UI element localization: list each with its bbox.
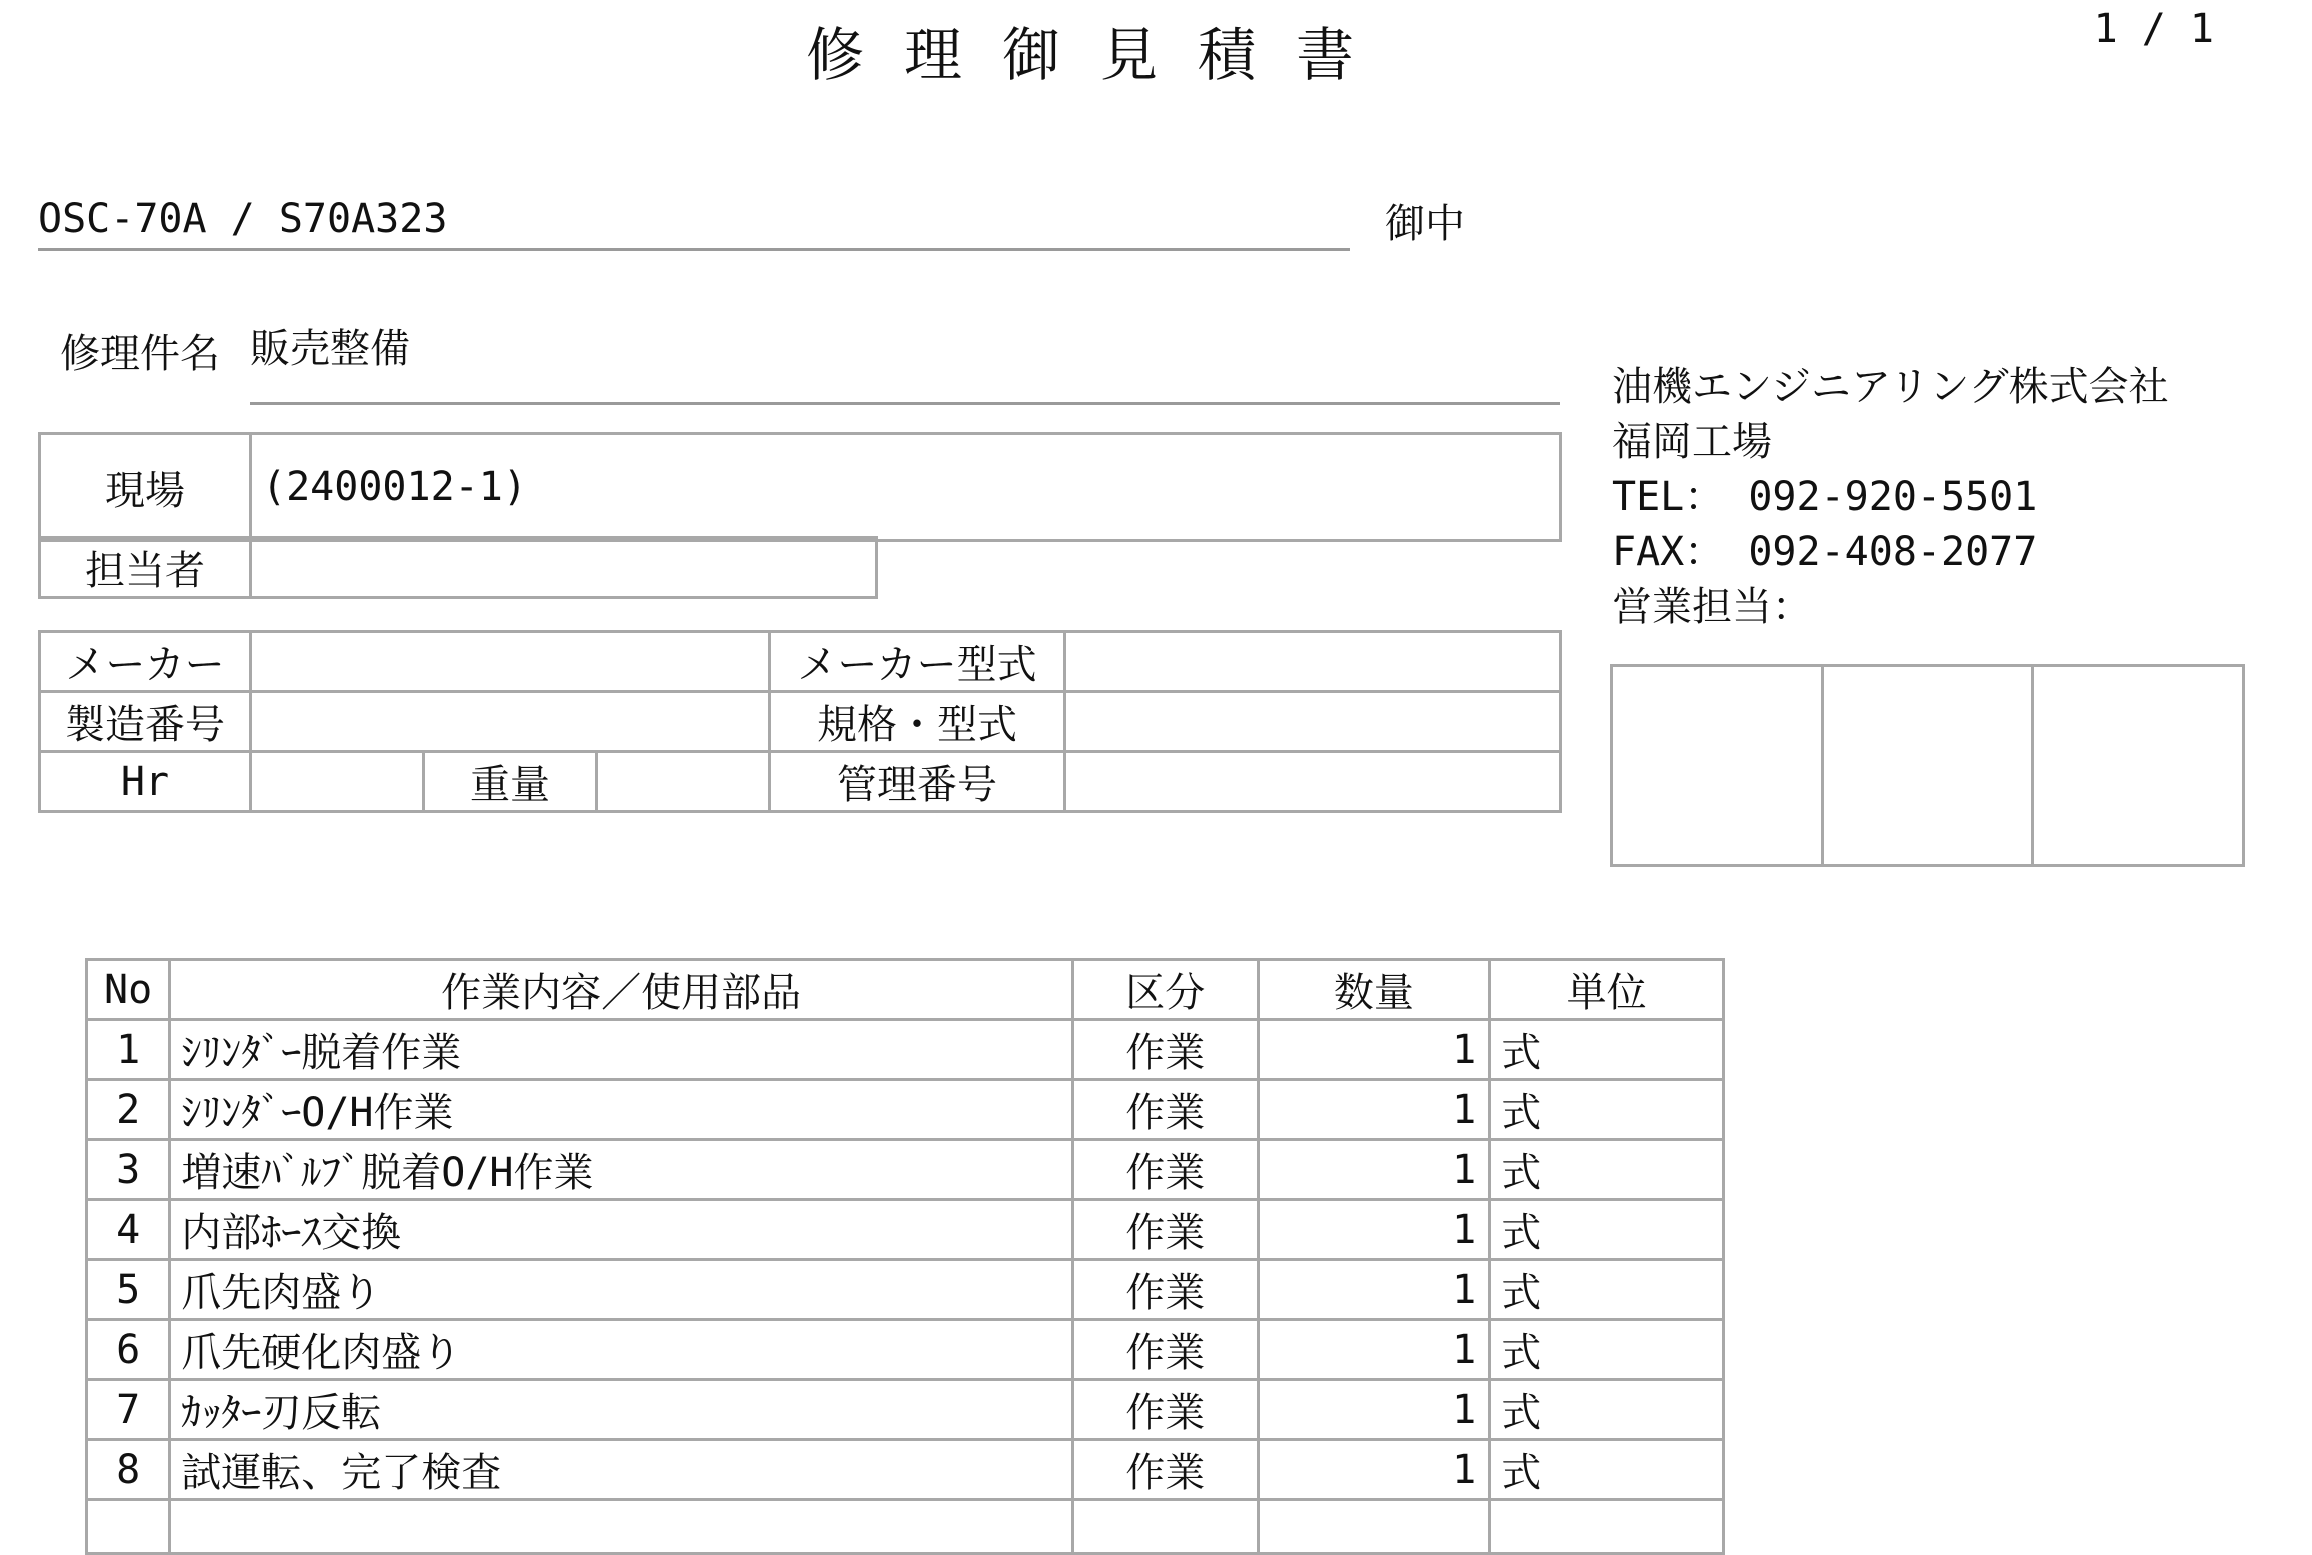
row-no: 8: [87, 1440, 170, 1500]
table-row: [87, 1260, 1724, 1320]
table-row-partial: [87, 1500, 1724, 1554]
customer-name-line: [38, 190, 1350, 251]
row-unit: 式: [1490, 1320, 1724, 1380]
row-unit: 式: [1490, 1020, 1724, 1080]
row-qty: 1: [1258, 1260, 1490, 1320]
row-no: 4: [87, 1200, 170, 1260]
maker-model-value: [1065, 632, 1561, 692]
repair-title-value: 販売整備: [250, 326, 410, 372]
col-unit-header: 単位: [1490, 960, 1724, 1020]
table-row: [87, 1140, 1724, 1200]
hr-value: [251, 752, 424, 812]
items-table: [85, 958, 1725, 1555]
row-qty: 1: [1258, 1080, 1490, 1140]
row-qty: 1: [1258, 1380, 1490, 1440]
machine-table: [38, 630, 1562, 813]
row-no: 2: [87, 1080, 170, 1140]
row-no: 6: [87, 1320, 170, 1380]
staff-table: [38, 536, 878, 599]
company-branch: 福岡工場: [1612, 419, 1772, 465]
stamp-box: [2033, 666, 2244, 866]
row-desc: 爪先肉盛り: [170, 1260, 1073, 1320]
row-desc: ｼﾘﾝﾀﾞｰO/H作業: [170, 1080, 1073, 1140]
row-qty: 1: [1258, 1320, 1490, 1380]
row-category: 作業: [1073, 1380, 1259, 1440]
page-number: 1 / 1: [2093, 6, 2214, 52]
row-unit: 式: [1490, 1260, 1724, 1320]
company-fax: FAX： 092-408-2077: [1612, 529, 2038, 575]
row-no: 7: [87, 1380, 170, 1440]
col-no-header: No: [87, 960, 170, 1020]
row-desc: 内部ﾎｰｽ交換: [170, 1200, 1073, 1260]
table-row: [87, 1380, 1724, 1440]
row-qty: 1: [1258, 1440, 1490, 1500]
honorific: 御中: [1385, 201, 1465, 247]
row-category: 作業: [1073, 1200, 1259, 1260]
row-category: 作業: [1073, 1440, 1259, 1500]
site-label: 現場: [40, 434, 251, 541]
maker-model-label: メーカー型式: [770, 632, 1065, 692]
row-unit: 式: [1490, 1380, 1724, 1440]
row-qty: 1: [1258, 1140, 1490, 1200]
table-row: [87, 1200, 1724, 1260]
table-row: [87, 1320, 1724, 1380]
row-desc: 試運転、完了検査: [170, 1440, 1073, 1500]
staff-value: [251, 538, 877, 598]
document-title: 修理御見積書: [805, 21, 1394, 89]
serial-value: [251, 692, 770, 752]
maker-value: [251, 632, 770, 692]
row-no: 1: [87, 1020, 170, 1080]
row-category: 作業: [1073, 1260, 1259, 1320]
row-qty: 1: [1258, 1200, 1490, 1260]
customer-name: OSC-70A / S70A323: [38, 196, 448, 242]
site-table: [38, 432, 1562, 542]
site-value: (2400012-1): [251, 434, 1561, 541]
row-category: 作業: [1073, 1020, 1259, 1080]
row-unit: 式: [1490, 1080, 1724, 1140]
company-block: [1612, 360, 2169, 635]
repair-title-label: 修理件名: [60, 331, 220, 377]
stamp-box: [1612, 666, 1823, 866]
stamp-boxes: [1610, 664, 2245, 867]
repair-title-line: [250, 318, 1560, 405]
row-unit: 式: [1490, 1440, 1724, 1500]
col-qty-header: 数量: [1258, 960, 1490, 1020]
row-qty: 1: [1258, 1020, 1490, 1080]
maker-label: メーカー: [40, 632, 251, 692]
hr-label: Hr: [40, 752, 251, 812]
table-row: [87, 1080, 1724, 1140]
row-unit: 式: [1490, 1140, 1724, 1200]
staff-label: 担当者: [40, 538, 251, 598]
table-row: [87, 1020, 1724, 1080]
stamp-box: [1822, 666, 2033, 866]
col-desc-header: 作業内容／使用部品: [170, 960, 1073, 1020]
spec-label: 規格・型式: [770, 692, 1065, 752]
row-category: 作業: [1073, 1080, 1259, 1140]
row-unit: 式: [1490, 1200, 1724, 1260]
row-desc: 爪先硬化肉盛り: [170, 1320, 1073, 1380]
row-desc: ｼﾘﾝﾀﾞｰ脱着作業: [170, 1020, 1073, 1080]
row-category: 作業: [1073, 1320, 1259, 1380]
company-name: 油機エンジニアリング株式会社: [1612, 364, 2169, 410]
row-no: 5: [87, 1260, 170, 1320]
sales-rep-label: 営業担当：: [1612, 584, 1812, 630]
col-category-header: 区分: [1073, 960, 1259, 1020]
company-tel: TEL： 092-920-5501: [1612, 474, 2038, 520]
weight-value: [597, 752, 770, 812]
row-category: 作業: [1073, 1140, 1259, 1200]
spec-value: [1065, 692, 1561, 752]
mgmt-label: 管理番号: [770, 752, 1065, 812]
mgmt-value: [1065, 752, 1561, 812]
serial-label: 製造番号: [40, 692, 251, 752]
weight-label: 重量: [424, 752, 597, 812]
row-desc: ｶｯﾀｰ刃反転: [170, 1380, 1073, 1440]
row-desc: 増速ﾊﾞﾙﾌﾞ脱着O/H作業: [170, 1140, 1073, 1200]
row-no: 3: [87, 1140, 170, 1200]
